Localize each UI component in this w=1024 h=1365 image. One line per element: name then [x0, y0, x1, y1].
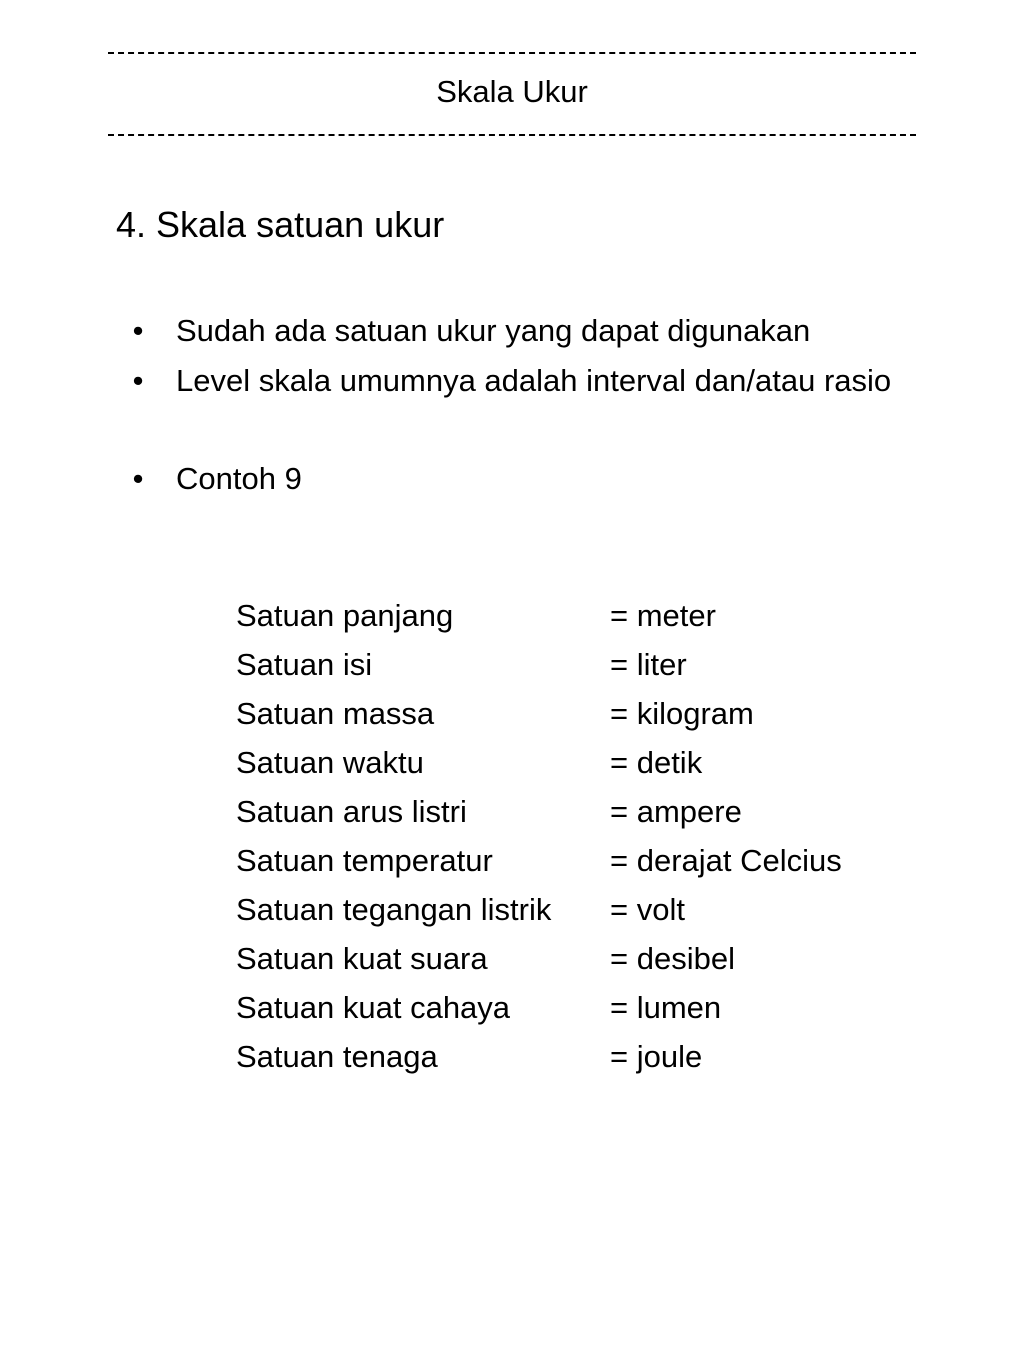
bullet-text: Level skala umumnya adalah interval dan/atau rasio [176, 363, 892, 398]
unit-row [236, 645, 916, 694]
unit-table [236, 596, 916, 1086]
bullet-text: Sudah ada satuan ukur yang dapat digunakan [176, 313, 811, 348]
unit-value: = derajat Celcius [610, 843, 842, 878]
unit-row [236, 988, 916, 1037]
unit-name: Satuan massa [236, 696, 435, 731]
unit-value: = kilogram [610, 696, 754, 731]
unit-row [236, 694, 916, 743]
bullet-item-contoh [128, 459, 908, 499]
unit-name: Satuan kuat suara [236, 941, 488, 976]
section-title: 4. Skala satuan ukur [116, 204, 445, 245]
unit-name: Satuan kuat cahaya [236, 990, 511, 1025]
unit-name: Satuan isi [236, 647, 373, 682]
header-bottom-divider [108, 134, 916, 136]
unit-name: Satuan arus listri [236, 794, 467, 829]
unit-value: = meter [610, 598, 716, 633]
unit-row [236, 743, 916, 792]
unit-value: = liter [610, 647, 687, 682]
header-title: Skala Ukur [436, 74, 588, 109]
unit-value: = desibel [610, 941, 735, 976]
unit-row [236, 596, 916, 645]
bullet-icon: • [132, 461, 144, 496]
unit-row [236, 792, 916, 841]
bullet-icon: • [132, 313, 144, 348]
unit-name: Satuan tenaga [236, 1039, 438, 1074]
unit-row [236, 841, 916, 890]
unit-name: Satuan waktu [236, 745, 424, 780]
unit-value: = joule [610, 1039, 703, 1074]
unit-value: = ampere [610, 794, 742, 829]
bullet-item-level-skala [128, 361, 908, 401]
unit-row [236, 939, 916, 988]
bullet-item-satuan-ukur [128, 311, 908, 351]
unit-value: = lumen [610, 990, 722, 1025]
unit-row [236, 890, 916, 939]
bullet-list [128, 311, 908, 499]
unit-name: Satuan panjang [236, 598, 454, 633]
unit-name: Satuan tegangan listrik [236, 892, 552, 927]
bullet-text: Contoh 9 [176, 461, 302, 496]
bullet-icon: • [132, 363, 144, 398]
unit-name: Satuan temperatur [236, 843, 493, 878]
unit-value: = volt [610, 892, 685, 927]
unit-value: = detik [610, 745, 703, 780]
header-top-divider [108, 52, 916, 54]
unit-row [236, 1037, 916, 1086]
